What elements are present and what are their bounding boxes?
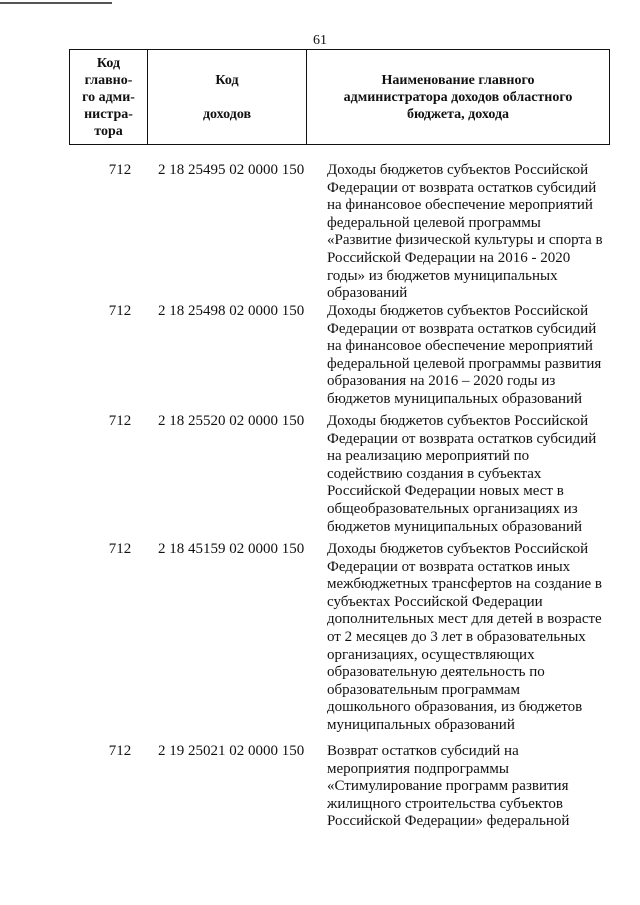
description-line: годы» из бюджетов муниципальных xyxy=(327,267,558,284)
header-admin-code-line: тора xyxy=(94,123,123,139)
header-admin-code-line: Код xyxy=(96,55,121,71)
description-line: Федерации от возврата остатков субсидий xyxy=(327,430,597,447)
admin-code: 712 xyxy=(108,413,132,429)
income-description xyxy=(327,541,617,735)
description-line: Российской Федерации на 2016 - 2020 xyxy=(327,249,571,266)
description-line: дошкольного образования, из бюджетов xyxy=(327,699,583,716)
description-line: образовательным программам xyxy=(327,681,521,698)
description-line: образовательную деятельность по xyxy=(327,664,545,681)
description-line: бюджетов муниципальных образований xyxy=(327,518,583,535)
description-line: Российской Федерации новых мест в xyxy=(327,483,564,500)
description-line: на финансовое обеспечение мероприятий xyxy=(327,338,593,355)
header-name-line: бюджета, дохода xyxy=(406,106,510,122)
description-line: Доходы бюджетов субъектов Российской xyxy=(327,413,589,429)
description-line: федеральной целевой программы развития xyxy=(327,355,602,372)
income-description xyxy=(327,743,617,831)
header-name-cell xyxy=(307,50,610,145)
description-line: содействию создания в субъектах xyxy=(327,465,542,482)
income-description xyxy=(327,413,617,536)
description-line: «Стимулирование программ развития xyxy=(327,778,569,795)
income-code: 2 18 25520 02 0000 150 xyxy=(158,413,305,429)
description-line: субъектах Российской Федерации xyxy=(327,593,543,610)
header-admin-code-cell xyxy=(70,50,148,145)
scan-edge-mark xyxy=(0,2,112,4)
description-line: Возврат остатков субсидий на xyxy=(327,743,519,759)
header-income-code-cell xyxy=(148,50,307,145)
description-line: Доходы бюджетов субъектов Российской xyxy=(327,303,589,319)
admin-code: 712 xyxy=(108,303,132,319)
admin-code: 712 xyxy=(108,743,132,759)
header-spacer xyxy=(152,89,302,106)
description-line: образования на 2016 – 2020 годы из xyxy=(327,373,556,390)
description-line: на реализацию мероприятий по xyxy=(327,448,530,465)
description-line: Федерации от возврата остатков субсидий xyxy=(327,179,597,196)
income-code: 2 18 25495 02 0000 150 xyxy=(158,162,305,178)
description-line: мероприятия подпрограммы xyxy=(327,760,509,777)
description-line: Доходы бюджетов субъектов Российской xyxy=(327,162,589,178)
description-line: организациях, осуществляющих xyxy=(327,646,535,663)
header-income-code-line: Код xyxy=(215,72,239,88)
page-number: 61 xyxy=(313,33,327,48)
description-line: муниципальных образований xyxy=(327,716,515,733)
header-admin-code-line: нистра- xyxy=(84,106,133,122)
description-line: жилищного строительства субъектов xyxy=(327,795,563,812)
admin-code: 712 xyxy=(108,162,132,178)
description-line: Федерации от возврата остатков иных xyxy=(327,558,571,575)
description-line: общеобразовательных организациях из xyxy=(327,500,578,517)
table-header xyxy=(69,49,610,145)
description-line: от 2 месяцев до 3 лет в образовательных xyxy=(327,628,586,645)
description-line: образований xyxy=(327,285,408,302)
description-line: федеральной целевой программы xyxy=(327,214,541,231)
description-line: межбюджетных трансфертов на создание в xyxy=(327,576,602,593)
admin-code: 712 xyxy=(108,541,132,557)
description-line: Федерации от возврата остатков субсидий xyxy=(327,320,597,337)
header-name-line: Наименование главного xyxy=(381,72,535,88)
description-line: на финансовое обеспечение мероприятий xyxy=(327,197,593,214)
description-line: бюджетов муниципальных образований xyxy=(327,390,583,407)
header-income-code-line: доходов xyxy=(202,106,252,122)
header-admin-code-line: главно- xyxy=(84,72,133,88)
description-line: Доходы бюджетов субъектов Российской xyxy=(327,541,589,557)
income-description xyxy=(327,303,617,409)
income-description xyxy=(327,162,617,303)
income-code: 2 18 45159 02 0000 150 xyxy=(158,541,305,557)
description-line: Российской Федерации» федеральной xyxy=(327,813,570,830)
income-code: 2 19 25021 02 0000 150 xyxy=(158,743,305,759)
header-admin-code-line: го адми- xyxy=(82,89,135,105)
description-line: дополнительных мест для детей в возрасте xyxy=(327,611,602,628)
description-line: «Развитие физической культуры и спорта в xyxy=(327,232,603,249)
header-name-line: администратора доходов областного xyxy=(343,89,573,105)
income-code: 2 18 25498 02 0000 150 xyxy=(158,303,305,319)
